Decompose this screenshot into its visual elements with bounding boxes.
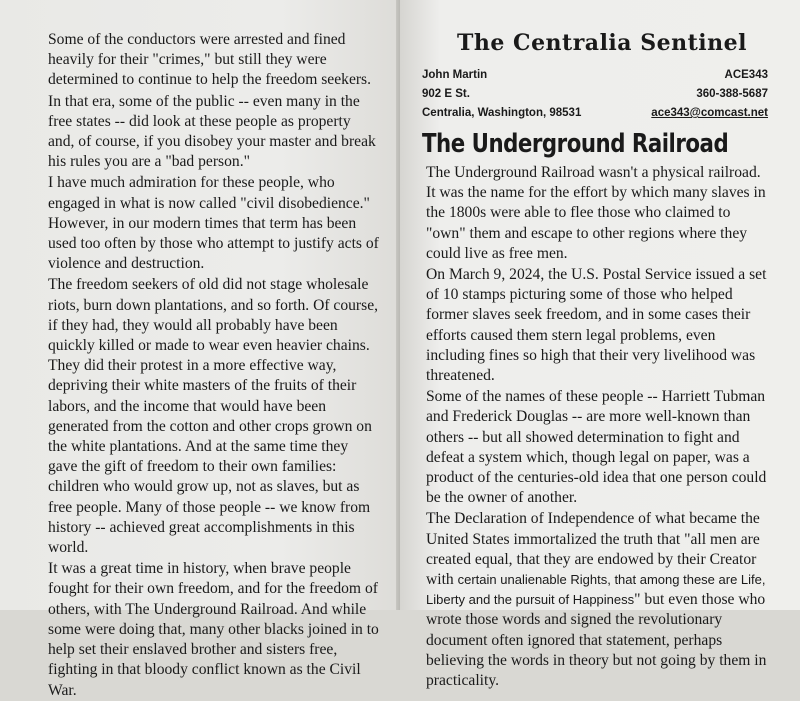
right-paragraph-2: On March 9, 2024, the U.S. Postal Service issued a set of 10 stamps picturing some of those who helped former slaves seek freedom, and in some cases their efforts caused them stern legal problems, even including fines so high that their very livelihood was threatened.: [426, 266, 767, 385]
contact-email: ace343@comcast.net: [651, 107, 768, 119]
contact-block: [414, 66, 770, 123]
left-paragraph-5: It was a great time in history, when brave people fought for their own freedom, and for the freedom of others, with The Underground Railroad. And while some were doing that, many other blacks joined in to help set their enslaved brother and sisters free, fighting in that bloody conflict known as the Civil War.: [48, 560, 379, 699]
declaration-lead: The Declaration of Independence of what became the United States immortalized the truth that "all men are created equal, that they are endowed by their Creator with: [426, 510, 760, 589]
contact-phone: 360-388-5687: [696, 88, 768, 100]
masthead: The Centralia Sentinel: [457, 30, 747, 56]
left-paragraph-1: Some of the conductors were arrested and fined heavily for their "crimes," but still they were determined to continue to help the freedom seekers.: [48, 31, 372, 89]
left-paragraph-4: The freedom seekers of old did not stage wholesale riots, burn down plantations, and so forth. Of course, if they had, they would all probably have been quickly killed or made to wear even heavier chains. They did their protest in a more effective way, depriving their white masters of the fruits of their labors, and the income that would have been generated from the cotton and other crops grown on the white plantations. And at the same time they gave the gift of freedom to their own families: children who would grow up, not as slaves, but as free people. Many of those people -- we know from history -- achieved great accomplishments in this world.: [48, 276, 379, 557]
declaration-quote: certain unalienable Rights, that among these are Life, Liberty and the pursuit of Happiness: [426, 572, 766, 608]
right-paragraph-1: The Underground Railroad wasn't a physical railroad. It was the name for the effort by which many slaves in the 1800s were able to flee those who claimed to "own" them and escape to other regions where they could live as free men.: [426, 164, 766, 262]
declaration-tail: " but even those who wrote those words and signed the revolutionary document often ignored that statement, perhaps believing the words in theory but not going by them in practicality.: [426, 591, 767, 690]
contact-city: Centralia, Washington, 98531: [422, 107, 582, 119]
left-paragraph-3: I have much admiration for these people, who engaged in what is now called "civil disobedience." However, in our modern times that term has been used too often by those who attempt to justify acts of violence and destruction.: [48, 174, 379, 273]
contact-code: ACE343: [724, 69, 768, 81]
article-headline: The Underground Railroad: [422, 129, 729, 159]
contact-details: [651, 66, 768, 123]
right-page: [400, 0, 800, 690]
right-paragraph-4: [414, 509, 770, 691]
contact-name: John Martin: [422, 69, 488, 81]
left-paragraph-2: In that era, some of the public -- even many in the free states -- did look at these people as property and, of course, if you disobey your master and break his rules you are a "bad person.": [48, 92, 376, 171]
contact-address: [422, 66, 581, 123]
contact-street: 902 E St.: [422, 88, 470, 100]
right-paragraph-3: Some of the names of these people -- Harriett Tubman and Frederick Douglas -- are more well-known than others -- but all showed determination to fight and defeat a system which, though legal on paper, was a product of the centuries-old idea that one person could be the owner of another.: [426, 388, 767, 507]
left-page: [0, 0, 400, 699]
